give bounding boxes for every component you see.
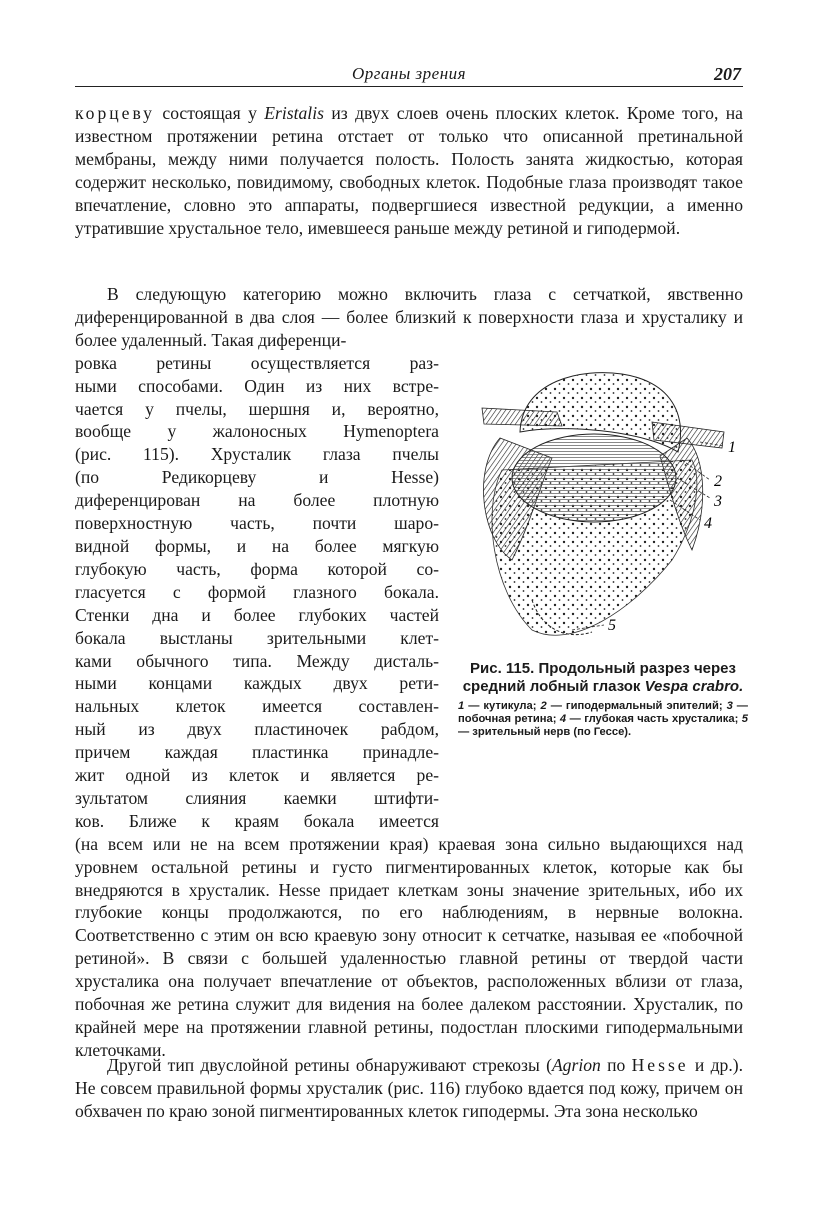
wrapped-line: видной формы, и на более мягкую <box>75 535 439 556</box>
legend-text: — гиподермальный эпителий; <box>546 700 727 712</box>
wrapped-line: бокала выстланы зрительными клет- <box>75 627 439 648</box>
wrapped-column <box>75 352 439 833</box>
paragraph-1 <box>75 102 743 239</box>
legend-number: 2 <box>540 700 547 712</box>
wrapped-line: причем каждая пластинка принадле- <box>75 742 439 763</box>
figure-label-5: 5 <box>608 617 616 634</box>
wrapped-line: глубокую часть, форма которой со- <box>75 558 439 579</box>
spaced-word: корцеву <box>75 103 155 123</box>
text-run: из двух слоев очень плоских клеток. Кроме того, на известном протяжении ретина отстает от только что описанной претинальной мембраны, между ними получается полость. Полость занята жидкостью, которая содержит несколько, повидимому, свободных клеток. Подобные глаза производят такое впечатление, словно это аппараты, подвергшиеся известной редукции, а именно утратившие хрустальное тело, имевшееся раньше между ретиной и гиподермой. <box>75 103 743 238</box>
legend-text: — зрительный нерв (по Гессе). <box>458 726 632 738</box>
legend-text: — побочная ретина; <box>458 700 748 725</box>
page-number: 207 <box>714 64 741 84</box>
wrapped-line: Стенки дна и более глубоких частей <box>75 604 439 625</box>
text-run: по <box>600 1055 632 1075</box>
legend-number: 5 <box>741 713 748 725</box>
figure-label-4: 4 <box>704 515 712 532</box>
text-run: Другой тип двуслойной ретины обнаруживают стрекозы ( <box>107 1055 552 1075</box>
paragraph-2-opening: В следующую категорию можно включить глаза с сетчаткой, явственно диференцированной в два слоя — более близкий к поверхности глаза и хрусталику и более удаленный. Такая диференци- <box>75 284 743 350</box>
legend-text: — кутикула; <box>464 700 541 712</box>
legend-number: 1 <box>458 700 465 712</box>
wrapped-line: ровка ретины осуществляется раз- <box>75 352 439 373</box>
figure-label-1: 1 <box>728 439 736 456</box>
caption-title <box>458 660 748 696</box>
wrapped-line: зультатом слияния каемки штифти- <box>75 787 439 808</box>
caption-legend <box>458 700 748 739</box>
legend-text: — глубокая часть хрусталика; <box>566 713 742 725</box>
figure-label-3: 3 <box>714 493 722 510</box>
text-run: состоящая у <box>154 103 265 123</box>
wrapped-line: ными способами. Один из них встре- <box>75 375 439 396</box>
figure-115-illustration <box>472 360 750 650</box>
figure-label-2: 2 <box>714 473 722 490</box>
wrapped-line: нальных клеток имеется составлен- <box>75 696 439 717</box>
wrapped-line: жит одной из клеток и является ре- <box>75 765 439 786</box>
running-title: Органы зрения <box>351 64 467 83</box>
author-name: Hesse <box>631 1055 689 1075</box>
wrapped-line: диференцирован на более плотную <box>75 490 439 511</box>
species-name: Eristalis <box>264 103 324 123</box>
wrapped-line: ками обычного типа. Между дисталь- <box>75 650 439 671</box>
caption-species: Vespa crabro. <box>644 678 744 695</box>
wrapped-line: (рис. 115). Хрусталик глаза пчелы <box>75 444 439 465</box>
paragraph-2-continuation: (на всем или не на всем протяжении края) краевая зона сильно выдающихся над уровнем остальной ретины и густо пигментированных клеток, которые как бы внедряются в хрусталик. Hesse придает клеткам зоны значение зрительных, ибо их глубокие концы продолжаются, по его наблюдениям, в нервные волокна. Соответственно с этим он всю краевую зону относит к сетчатке, называя ее «побочной ретиной». В связи с большей удаленностью главной ретины от твердой части хрусталика она получает впечатление от объектов, расположенных вблизи от глаза, побочная же ретина служит для видения на более далеком расстоянии. Хрусталик, по крайней мере на протяжении главной ретины, подостлан плоскими гиподермальными клеточками. <box>75 833 743 1060</box>
ocellus-drawing <box>472 360 750 650</box>
text-run: и др.). Не совсем правильной формы хрусталик (рис. 116) глубоко вдается под кожу, причем он обхвачен по краю зоной пигментированных клеток гиподермы. Эта зона несколько <box>75 1055 744 1121</box>
running-header <box>75 64 743 87</box>
caption-title-text: Рис. 115. Продольный разрез через средний лобный глазок <box>462 660 736 695</box>
legend-number: 3 <box>726 700 733 712</box>
wrapped-line: ков. Ближе к краям бокала имеется <box>75 810 439 831</box>
wrapped-line: (по Редикорцеву и Hesse) <box>75 467 439 488</box>
wrapped-line: ными концами каждых двух рети- <box>75 673 439 694</box>
wrapped-line: вообще у жалоносных Hymenoptera <box>75 421 439 442</box>
paragraph-3 <box>75 1054 743 1123</box>
wrapped-line: чается у пчелы, шершня и, вероятно, <box>75 398 439 419</box>
wrapped-line: ный из двух пластиночек рабдом, <box>75 719 439 740</box>
genus-name: Agrion <box>551 1055 601 1075</box>
wrapped-line: гласуется с формой глазного бокала. <box>75 581 439 602</box>
figure-caption <box>458 660 748 739</box>
legend-number: 4 <box>559 713 567 725</box>
wrapped-line: поверхностную часть, почти шаро- <box>75 513 439 534</box>
